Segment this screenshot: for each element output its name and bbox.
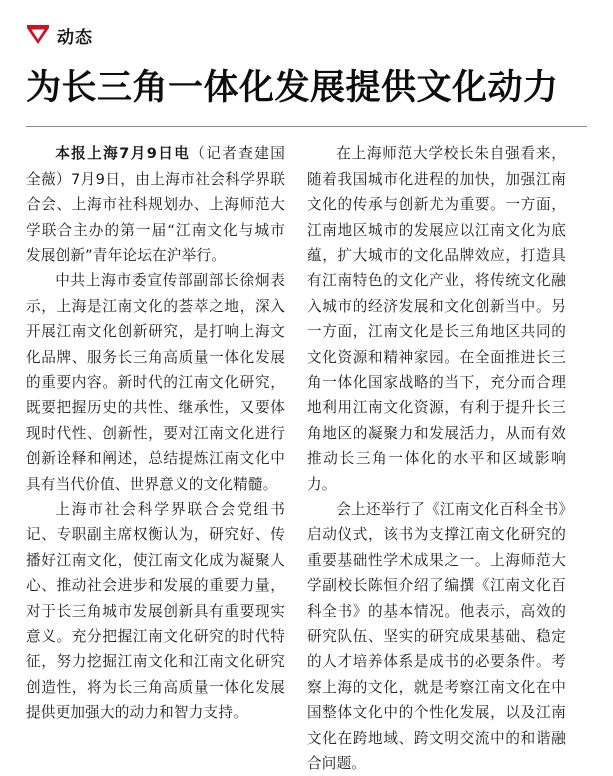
paragraph-text: （记者查建国 全薇）7月9日，由上海市社会科学界联合会、上海市社科规划办、上海师范大学联合主办的第一届“江南文化与城市发展创新”青年论坛在沪举行。	[26, 145, 300, 264]
paragraph	[26, 141, 300, 268]
paragraph-text: 上海市社会科学界联合会党组书记、专职副主席权衡认为，研究好、传播好江南文化，使江南文化成为凝聚人心、推动社会进步和发展的重要力量，对于长三角城市发展创新具有重要现实意义。充分把握江南文化研究的时代特征，努力挖掘江南文化和江南文化研究创造性，将为长三角高质量一体化发展提供更加强大的动力和智力支持。	[26, 500, 285, 722]
paragraph	[26, 268, 285, 497]
paragraph	[26, 497, 285, 726]
page-title: 为长三角一体化发展提供文化动力	[26, 68, 559, 108]
paragraph-text: 在上海师范大学校长朱自强看来，随着我国城市化进程的加快，加强江南文化的传承与创新尤为重要。一方面，江南地区城市的发展应以江南文化为底蕴，扩大城市的文化品牌效应，打造具有江南特色的文化产业，将传统文化融入城市的经济发展和文化创新当中。另一方面，江南文化是长三角地区共同的文化资源和精神家园。在全面推进长三角一体化国家战略的当下，充分而合理地利用江南文化资源，有利于提升长三角地区的凝聚力和发展活力，从而有效推动长三角一体化的水平和区域影响力。	[307, 145, 566, 493]
article-body	[26, 141, 587, 776]
red-flag-triangle-icon	[26, 24, 50, 46]
paragraph	[307, 497, 566, 776]
paragraph-text: 会上还举行了《江南文化百科全书》启动仪式，该书为支撑江南文化研究的重要基础性学术成果之一。上海师范大学副校长陈恒介绍了编撰《江南文化百科全书》的基本情况。他表示，高效的研究队伍、坚实的研究成果基础、稳定的人才培养体系是成书的必要条件。考察上海的文化，就是考察江南文化在中国整体文化中的个性化发展，以及江南文化在跨地域、跨文明交流中的和谐融合问题。	[307, 500, 566, 773]
section-flag	[26, 22, 587, 48]
column-right	[307, 141, 566, 776]
paragraph	[307, 141, 566, 497]
dateline: 本报上海7月9日电	[55, 145, 191, 163]
column-left	[26, 141, 300, 725]
divider	[26, 126, 587, 127]
section-label: 动态	[57, 27, 93, 48]
paragraph-text: 中共上海市委宣传部副部长徐炯表示，上海是江南文化的荟萃之地，深入开展江南文化创新研究，是打响上海文化品牌、服务长三角高质量一体化发展的重要内容。新时代的江南文化研究，既要把握历史的共性、继承性，又要体现时代性、创新性，要对江南文化进行创新诠释和阐述，总结提炼江南文化中具有当代价值、世界意义的文化精髓。	[26, 272, 285, 493]
